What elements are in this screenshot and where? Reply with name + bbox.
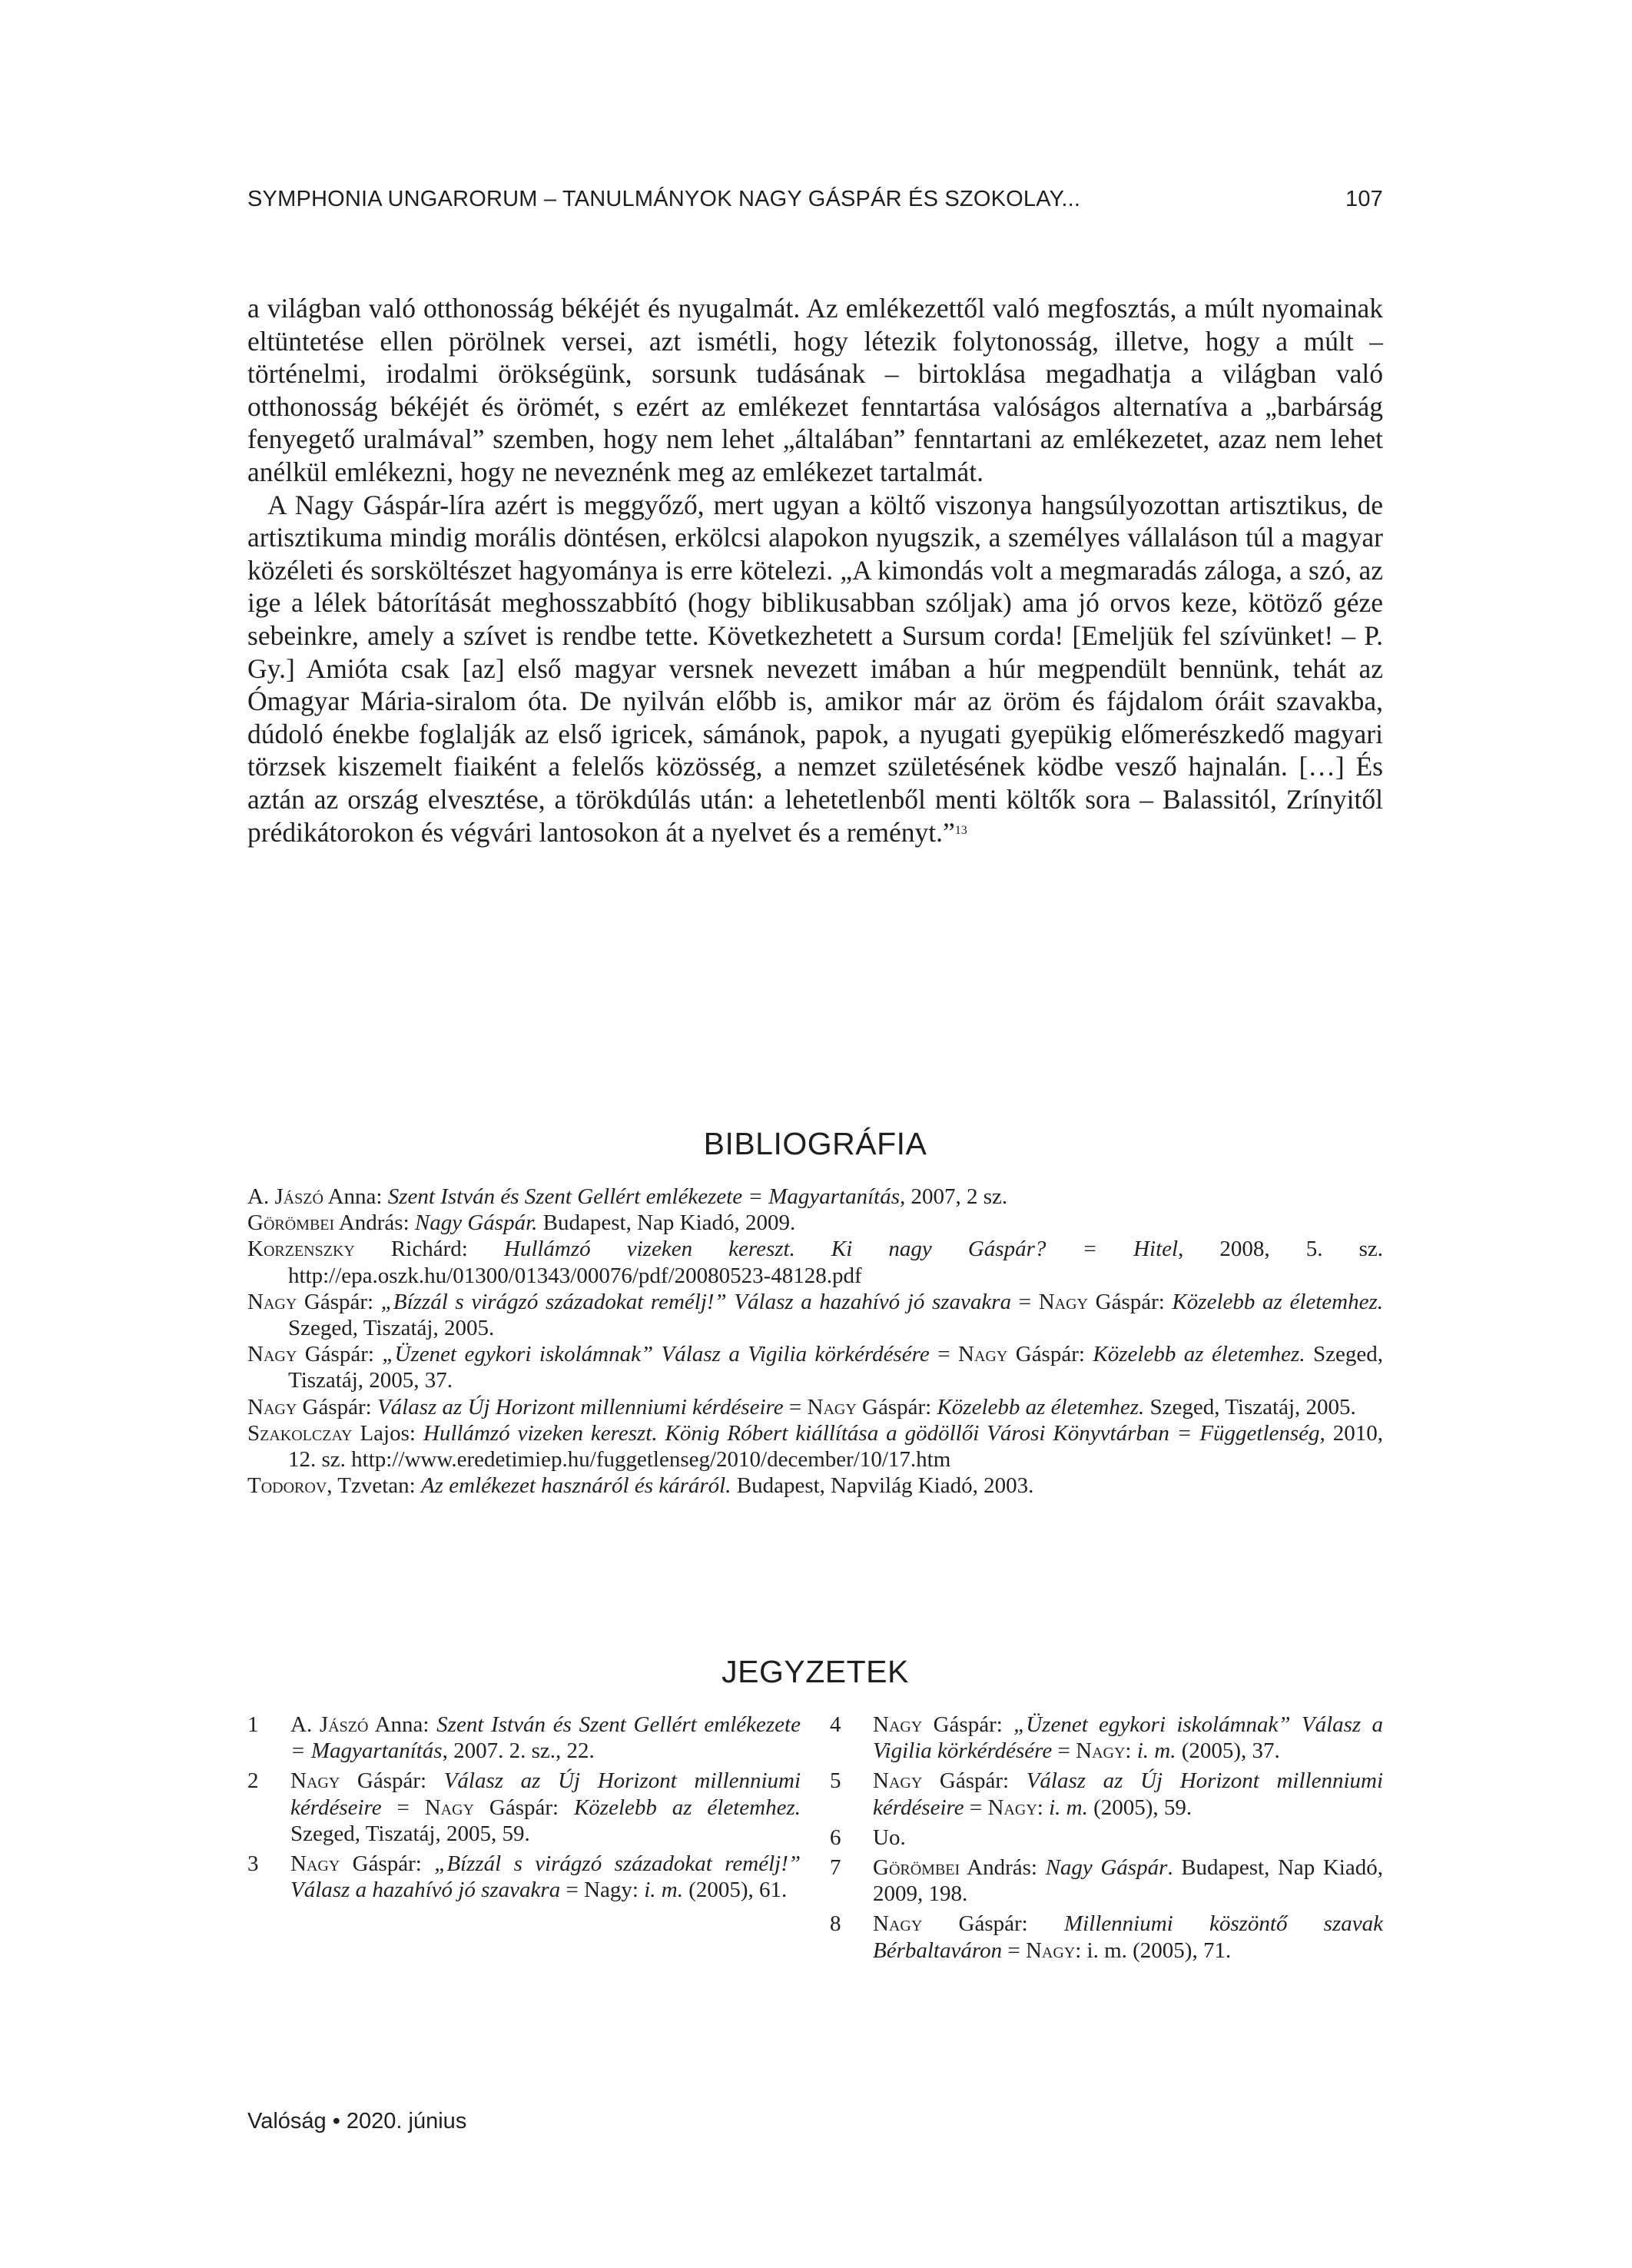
work-title: i. m. xyxy=(1049,1795,1088,1820)
work-title: Válasz az Új Horizont millenniumi kérdéseire xyxy=(290,1768,801,1820)
author-forename: András: xyxy=(334,1210,415,1236)
note-number: 6 xyxy=(830,1825,841,1850)
author-surname: Nagy xyxy=(807,1394,857,1420)
author-surname: Nagy xyxy=(290,1851,340,1877)
note-item xyxy=(830,1712,1383,1764)
note-number: 2 xyxy=(247,1768,259,1794)
running-header-title: SYMPHONIA UNGARORUM – TANULMÁNYOK NAGY GÁSPÁR ÉS SZOKOLAY... xyxy=(247,187,1081,211)
note-number: 1 xyxy=(247,1712,259,1737)
publication-details: Szeged, Tiszatáj, 2005. xyxy=(1144,1394,1356,1420)
note-item xyxy=(247,1768,801,1847)
publication-details: (2005), 61. xyxy=(682,1878,788,1903)
publication-details: 2007, 2 sz. xyxy=(905,1184,1008,1209)
note-number: 7 xyxy=(830,1855,841,1881)
publication-details: 2010, 12. sz. http://www.eredetimiep.hu/fuggetlenseg/2010/december/10/17.htm xyxy=(288,1420,1383,1473)
work-title: Nagy Gáspár. xyxy=(414,1210,538,1236)
author-surname: Nagy xyxy=(1076,1738,1126,1764)
bibliography-heading: BIBLIOGRÁFIA xyxy=(703,1126,927,1161)
author-forename: : xyxy=(1075,1938,1087,1963)
footer: Valóság • 2020. június xyxy=(247,2109,467,2134)
separator: = xyxy=(1002,1938,1026,1963)
author-forename: Gáspár: xyxy=(474,1795,574,1820)
body-paragraph-2 xyxy=(247,489,1383,849)
work-title: „Üzenet egykori iskolámnak” Válasz a Vigilia körkérdésére xyxy=(873,1712,1384,1764)
notes-column-left xyxy=(247,1712,801,1907)
publication-details: , 2008, 5. sz. http://epa.oszk.hu/01300/01343/00076/pdf/20080523-48128.pdf xyxy=(288,1237,1383,1288)
bibliography-entry xyxy=(247,1420,1383,1473)
author-surname: Nagy xyxy=(1038,1289,1088,1314)
work-title: Hullámzó vizeken kereszt. Ki nagy Gáspár? = Hitel xyxy=(503,1237,1179,1262)
author-surname: Görömbei xyxy=(247,1210,335,1236)
work-title: Közelebb az életemhez. xyxy=(1172,1289,1384,1314)
work-title: i. m. xyxy=(1136,1738,1176,1764)
bibliography-entry xyxy=(247,1184,1383,1210)
separator: = xyxy=(783,1394,808,1420)
author-forename: Richárd: xyxy=(354,1237,504,1262)
author-forename: , Tzvetan: xyxy=(327,1473,421,1499)
author-surname: Nagy xyxy=(873,1712,923,1737)
author-forename: : xyxy=(1037,1795,1050,1820)
author-forename: : xyxy=(1125,1738,1137,1764)
separator: = Nagy: xyxy=(560,1878,645,1903)
separator: = xyxy=(1011,1289,1039,1314)
note-item xyxy=(830,1855,1383,1907)
author-forename: Gáspár: xyxy=(922,1911,1064,1937)
author-forename: Gáspár: xyxy=(340,1851,435,1877)
author-surname: Szakolczay xyxy=(247,1420,353,1446)
publication-details: i. m. (2005), 71. xyxy=(1086,1938,1232,1963)
author-forename: Gáspár: xyxy=(297,1342,383,1367)
bibliography-entry xyxy=(247,1473,1383,1499)
note-number: 5 xyxy=(830,1768,841,1794)
separator: = xyxy=(929,1342,959,1367)
author-forename: Gáspár: xyxy=(340,1768,444,1794)
work-title: „Üzenet egykori iskolámnak” Válasz a Vigilia körkérdésére xyxy=(382,1342,930,1367)
author-forename: Anna: xyxy=(323,1184,388,1209)
author-forename: Gáspár: xyxy=(1007,1342,1093,1367)
author-forename: Gáspár: xyxy=(856,1394,937,1420)
note-number: 8 xyxy=(830,1911,841,1937)
work-title: Hullámzó vizeken kereszt. König Róbert kiállítása a gödöllői Városi Könyvtárban = Függetlenség, xyxy=(423,1420,1325,1446)
author-forename: Gáspár: xyxy=(297,1394,377,1420)
work-title: Nagy Gáspár xyxy=(1045,1855,1168,1881)
author-surname: Nagy xyxy=(424,1795,475,1820)
body-paragraph-1: a világban való otthonosság békéjét és nyugalmát. Az emlékezettől való megfosztás, a múlt nyomainak eltüntetése ellen pörölnek versei, azt ismétli, hogy létezik folytonosság, illetve, hogy a múlt – történelmi, irodalmi örökségünk, sorsunk tudásának – birtoklása megadhatja a világban való otthonosság békéjét és örömét, s ezért az emlékezet fenntartása valóságos alternatíva a „barbárság fenyegető uralmával” szemben, hogy nem lehet „általában” fenntartani az emlékezetet, azaz nem lehet anélkül emlékezni, hogy ne neveznénk meg az emlékezet tartalmát. xyxy=(247,293,1383,487)
publication-details: Szeged, Tiszatáj, 2005, 37. xyxy=(288,1342,1384,1393)
work-title: Millenniumi köszöntő szavak Bérbaltaváron xyxy=(873,1911,1384,1963)
publication-details: Szeged, Tiszatáj, 2005. xyxy=(288,1316,495,1341)
author-forename: András: xyxy=(960,1855,1046,1881)
bibliography-entry xyxy=(247,1394,1383,1420)
work-title: Válasz az Új Horizont millenniumi kérdéseire xyxy=(376,1394,784,1420)
notes-column-right xyxy=(830,1712,1383,1967)
publication-details: Szeged, Tiszatáj, 2005, 59. xyxy=(290,1821,530,1846)
main-text xyxy=(247,292,1383,848)
note-item xyxy=(247,1712,801,1764)
work-title: „Bízzál s virágzó századokat remélj!” Válasz a hazahívó jó szavakra xyxy=(290,1851,801,1903)
page-number: 107 xyxy=(1345,187,1383,211)
work-title: Közelebb az életemhez. xyxy=(1093,1342,1305,1367)
author-surname: A. Jászó xyxy=(247,1184,323,1209)
author-forename: Gáspár: xyxy=(922,1712,1014,1737)
publication-details: . Budapest, Nap Kiadó, 2009, 198. xyxy=(873,1855,1383,1907)
bibliography-entry xyxy=(247,1341,1383,1393)
work-title: i. m. xyxy=(644,1878,683,1903)
work-title: Közelebb az életemhez. xyxy=(573,1795,801,1820)
author-surname: Görömbei xyxy=(873,1855,960,1881)
work-title: Az emlékezet hasznáról és káráról. xyxy=(420,1473,731,1499)
author-surname: Nagy xyxy=(873,1911,923,1937)
publication-details: (2005), 37. xyxy=(1176,1738,1280,1764)
author-surname: Nagy xyxy=(958,1342,1008,1367)
author-surname: Nagy xyxy=(247,1394,297,1420)
author-surname: Nagy xyxy=(1025,1938,1076,1963)
publication-details: , 2007. 2. sz., 22. xyxy=(442,1738,595,1764)
author-surname: Korzenszky xyxy=(247,1237,355,1262)
work-title: Szent István és Szent Gellért emlékezete = Magyartanítás xyxy=(290,1712,801,1764)
work-title: Közelebb az életemhez. xyxy=(937,1394,1145,1420)
author-surname: Nagy xyxy=(873,1768,923,1794)
note-item xyxy=(247,1851,801,1903)
publication-details: Budapest, Nap Kiadó, 2009. xyxy=(537,1210,796,1236)
separator: = xyxy=(1052,1738,1076,1764)
publication-details: (2005), 59. xyxy=(1087,1795,1192,1820)
note-text: Uo. xyxy=(873,1825,906,1850)
bibliography-entry xyxy=(247,1236,1383,1288)
author-forename: Anna: xyxy=(368,1712,437,1737)
footnote-reference[interactable]: 13 xyxy=(954,823,967,837)
author-forename: Lajos: xyxy=(352,1420,423,1446)
body-paragraph-2-text: A Nagy Gáspár-líra azért is meggyőző, mert ugyan a költő viszonya hangsúlyozottan artisztikus, de artisztikuma mindig morális döntésen, erkölcsi alapokon nyugszik, a személyes vállaláson túl a magyar közéleti és sorsköltészet hagyománya is erre kötelezi. „A kimondás volt a megmaradás záloga, a szó, az ige a lélek bátorítását meghosszabbító (hogy biblikusabban szóljak) ama jó orvos keze, kötöző géze sebeinkre, amely a szívet is rendbe tette. Következhetett a Sursum corda! [Emeljük fel szívünket! – P. Gy.] Amióta csak [az] első magyar versnek nevezett imában a húr megpendült bennünk, tehát az Ómagyar Mária-siralom óta. De nyilván előbb is, amikor már az öröm és fájdalom óráit szavakba, dúdoló énekbe foglalják az első igricek, sámánok, papok, a nyugati gyepükig előmerészkedő magyari törzsek kiszemelt fiaiként a felelős közösség, a nemzet születésének ködbe vesző hajnalán. […] És aztán az ország elvesztése, a törökdúlás után: a lehetetlenből menti költők sora – Balassitól, Zrínyitől prédikátorokon és végvári lantosokon át a nyelvet és a reményt.” xyxy=(247,489,1383,848)
bibliography-entry xyxy=(247,1210,1383,1236)
author-forename: Gáspár: xyxy=(297,1289,381,1314)
author-surname: Todorov xyxy=(247,1473,327,1499)
author-forename: Gáspár: xyxy=(1088,1289,1173,1314)
note-number: 3 xyxy=(247,1851,259,1877)
bibliography-entry xyxy=(247,1289,1383,1341)
author-surname: Nagy xyxy=(247,1342,297,1367)
notes-heading: JEGYZETEK xyxy=(721,1654,909,1689)
note-item xyxy=(830,1768,1383,1820)
note-item xyxy=(830,1911,1383,1963)
author-forename: Gáspár: xyxy=(922,1768,1027,1794)
author-surname: Nagy xyxy=(987,1795,1037,1820)
publication-details: Budapest, Napvilág Kiadó, 2003. xyxy=(731,1473,1034,1499)
author-surname: A. Jászó xyxy=(290,1712,369,1737)
work-title: „Bízzál s virágzó századokat remélj!” Válasz a hazahívó jó szavakra xyxy=(380,1289,1012,1314)
work-title: Szent István és Szent Gellért emlékezete = Magyartanítás, xyxy=(387,1184,906,1209)
running-header xyxy=(247,187,1383,218)
work-title: Válasz az Új Horizont millenniumi kérdéseire xyxy=(873,1768,1383,1820)
note-number: 4 xyxy=(830,1712,841,1737)
author-surname: Nagy xyxy=(247,1289,297,1314)
author-surname: Nagy xyxy=(290,1768,340,1794)
separator: = xyxy=(381,1795,425,1820)
note-item xyxy=(830,1825,1383,1851)
bibliography-list xyxy=(247,1184,1383,1499)
separator: = xyxy=(964,1795,988,1820)
